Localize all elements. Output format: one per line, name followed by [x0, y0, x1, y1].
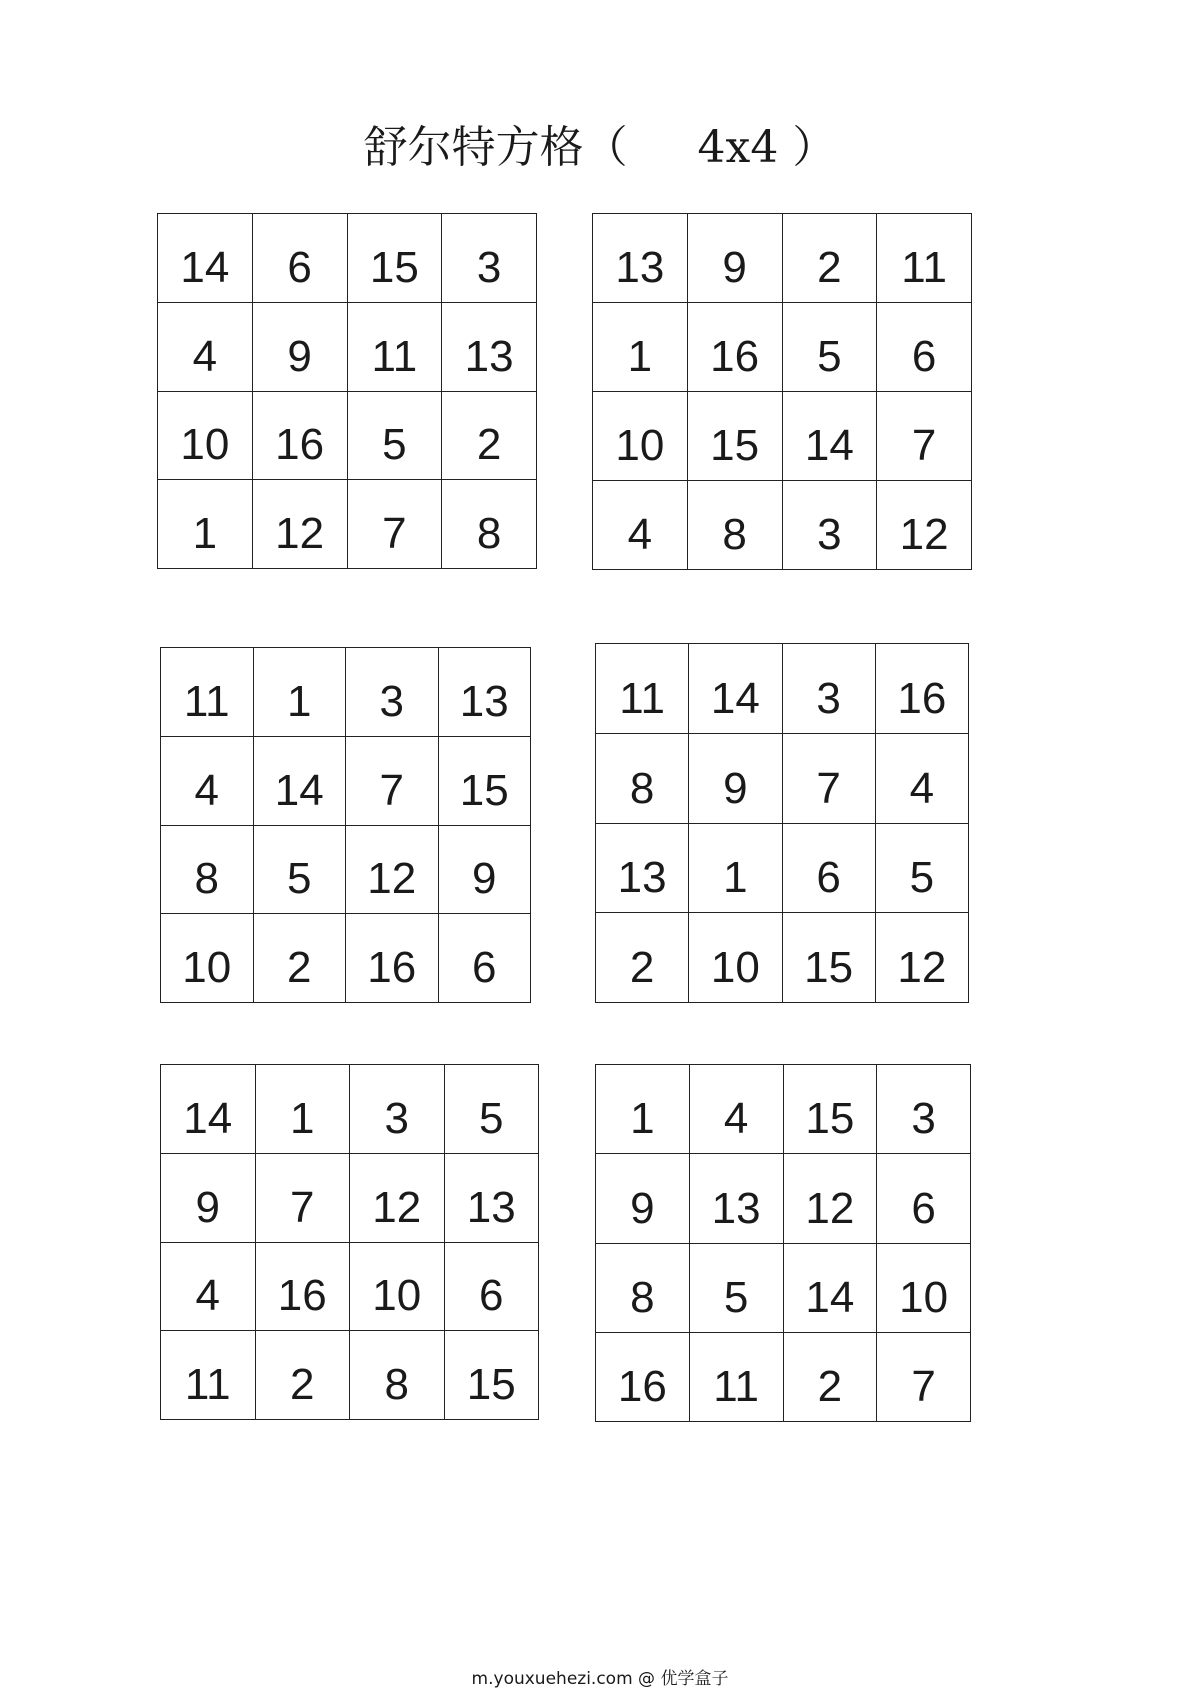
grid-cell: 4 [690, 1065, 784, 1154]
schulte-grid-4 [595, 643, 969, 1003]
grid-cell: 12 [350, 1154, 445, 1243]
grid-cell: 11 [690, 1333, 784, 1422]
grid-cell: 4 [161, 737, 254, 826]
grid-cell: 12 [877, 481, 972, 570]
grid-cell: 6 [253, 214, 348, 303]
grid-cell: 7 [346, 737, 439, 826]
grid-cell: 2 [256, 1331, 351, 1420]
grid-cell: 1 [689, 824, 782, 914]
grid-cell: 3 [783, 644, 876, 734]
grid-cell: 7 [877, 392, 972, 481]
grid-cell: 14 [783, 392, 878, 481]
grid-cell: 3 [783, 481, 878, 570]
grid-cell: 15 [439, 737, 532, 826]
grid-cell: 2 [783, 214, 878, 303]
grid-cell: 2 [784, 1333, 878, 1422]
schulte-grid-2 [592, 213, 972, 570]
grid-cell: 6 [445, 1243, 540, 1332]
grid-cell: 5 [445, 1065, 540, 1154]
grid-cell: 12 [346, 826, 439, 915]
grid-cell: 6 [439, 914, 532, 1003]
grid-cell: 8 [688, 481, 783, 570]
grid-cell: 9 [253, 303, 348, 392]
grid-cell: 14 [784, 1244, 878, 1333]
grid-cell: 10 [161, 914, 254, 1003]
grid-cell: 13 [442, 303, 537, 392]
grid-cell: 6 [877, 303, 972, 392]
grid-cell: 10 [158, 392, 253, 481]
grid-cell: 8 [350, 1331, 445, 1420]
grid-cell: 12 [784, 1154, 878, 1243]
grid-cell: 6 [783, 824, 876, 914]
grid-cell: 6 [877, 1154, 971, 1243]
grid-cell: 7 [348, 480, 443, 569]
grid-cell: 9 [439, 826, 532, 915]
grid-cell: 14 [158, 214, 253, 303]
schulte-grid-5 [160, 1064, 539, 1420]
grid-cell: 4 [161, 1243, 256, 1332]
grid-cell: 8 [596, 1244, 690, 1333]
schulte-grid-1 [157, 213, 537, 569]
grid-cell: 8 [161, 826, 254, 915]
grid-cell: 16 [346, 914, 439, 1003]
schulte-grid-6 [595, 1064, 971, 1422]
grid-cell: 7 [783, 734, 876, 824]
grid-cell: 11 [596, 644, 689, 734]
grid-cell: 3 [350, 1065, 445, 1154]
grid-cell: 11 [161, 648, 254, 737]
grid-cell: 9 [161, 1154, 256, 1243]
grid-cell: 3 [346, 648, 439, 737]
grid-cell: 10 [593, 392, 688, 481]
grid-cell: 8 [596, 734, 689, 824]
grid-cell: 16 [253, 392, 348, 481]
grid-cell: 9 [689, 734, 782, 824]
grid-cell: 15 [348, 214, 443, 303]
grid-cell: 2 [254, 914, 347, 1003]
grid-cell: 2 [442, 392, 537, 481]
grid-cell: 11 [348, 303, 443, 392]
grid-cell: 9 [688, 214, 783, 303]
grid-cell: 13 [690, 1154, 784, 1243]
grid-cell: 4 [158, 303, 253, 392]
grid-cell: 11 [877, 214, 972, 303]
grid-cell: 4 [876, 734, 969, 824]
grid-cell: 16 [256, 1243, 351, 1332]
grid-cell: 15 [445, 1331, 540, 1420]
schulte-grid-3 [160, 647, 531, 1003]
grid-cell: 7 [256, 1154, 351, 1243]
grid-cell: 15 [784, 1065, 878, 1154]
grid-cell: 16 [876, 644, 969, 734]
grid-cell: 1 [593, 303, 688, 392]
grid-cell: 5 [876, 824, 969, 914]
grid-cell: 10 [350, 1243, 445, 1332]
grid-cell: 1 [256, 1065, 351, 1154]
grid-cell: 1 [254, 648, 347, 737]
grid-cell: 3 [877, 1065, 971, 1154]
grid-cell: 1 [596, 1065, 690, 1154]
grid-cell: 1 [158, 480, 253, 569]
grid-cell: 11 [161, 1331, 256, 1420]
grid-cell: 13 [439, 648, 532, 737]
grid-cell: 10 [877, 1244, 971, 1333]
grid-cell: 5 [254, 826, 347, 915]
grid-cell: 3 [442, 214, 537, 303]
grid-cell: 12 [876, 913, 969, 1003]
grid-cell: 5 [690, 1244, 784, 1333]
grid-cell: 12 [253, 480, 348, 569]
grid-cell: 9 [596, 1154, 690, 1243]
grid-cell: 15 [783, 913, 876, 1003]
grid-cell: 14 [689, 644, 782, 734]
grid-cell: 5 [783, 303, 878, 392]
grid-cell: 5 [348, 392, 443, 481]
grid-cell: 13 [445, 1154, 540, 1243]
grid-cell: 4 [593, 481, 688, 570]
grid-cell: 15 [688, 392, 783, 481]
grid-cell: 13 [596, 824, 689, 914]
grid-cell: 13 [593, 214, 688, 303]
grid-cell: 7 [877, 1333, 971, 1422]
footer-watermark: m.youxuehezi.com @ 优学盒子 [471, 1669, 729, 1689]
grid-cell: 16 [596, 1333, 690, 1422]
grid-cell: 14 [254, 737, 347, 826]
grid-cell: 10 [689, 913, 782, 1003]
grid-cell: 16 [688, 303, 783, 392]
grid-cell: 8 [442, 480, 537, 569]
page-title: 舒尔特方格（ 4x4 ） [363, 122, 837, 173]
grid-cell: 14 [161, 1065, 256, 1154]
grid-cell: 2 [596, 913, 689, 1003]
